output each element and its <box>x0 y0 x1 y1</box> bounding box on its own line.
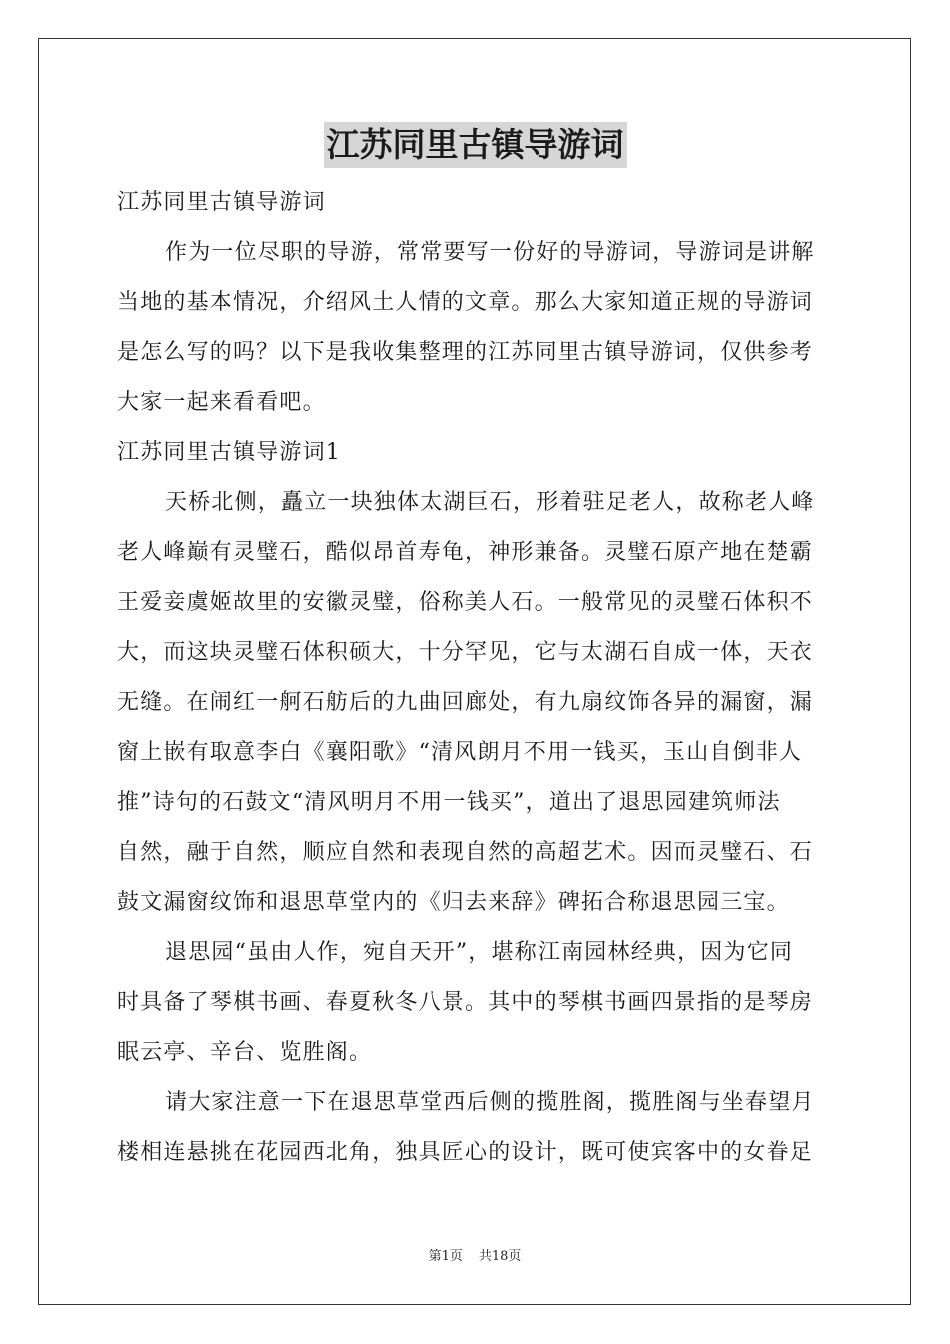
text-line: 江苏同里古镇导游词 <box>117 190 326 215</box>
text-line: 作为一位尽职的导游，常常要写一份好的导游词，导游词是讲解 <box>165 240 815 265</box>
text-line: 退思园“虽由人作，宛自天开”，堪称江南园林经典，因为它同 <box>165 940 794 965</box>
text-line: 楼相连悬挑在花园西北角，独具匠心的设计，既可使宾客中的女眷足 <box>117 1140 814 1165</box>
text-line: 王爱妾虞姬故里的安徽灵璧，俗称美人石。一般常见的灵璧石体积不 <box>117 590 814 615</box>
title-container <box>0 122 950 168</box>
text-line: 眠云亭、辛台、览胜阁。 <box>117 1040 373 1065</box>
text-line: 是怎么写的吗？以下是我收集整理的江苏同里古镇导游词，仅供参考 <box>117 340 814 365</box>
text-line: 江苏同里古镇导游词1 <box>117 440 341 465</box>
text-line: 鼓文漏窗纹饰和退思草堂内的《归去来辞》碑拓合称退思园三宝。 <box>117 890 790 915</box>
section-heading <box>117 178 833 228</box>
text-line: 请大家注意一下在退思草堂西后侧的揽胜阁，揽胜阁与坐春望月 <box>165 1090 815 1115</box>
section-heading <box>117 428 833 478</box>
text-line: 自然，融于自然，顺应自然和表现自然的高超艺术。因而灵璧石、石 <box>117 840 814 865</box>
text-line: 窗上嵌有取意李白《襄阳歌》“清风朗月不用一钱买，玉山自倒非人 <box>117 740 803 765</box>
text-line: 推”诗句的石鼓文“清风明月不用一钱买”，道出了退思园建筑师法 <box>117 790 781 815</box>
text-line: 大，而这块灵璧石体积硕大，十分罕见，它与太湖石自成一体，天衣 <box>117 640 814 665</box>
document-title: 江苏同里古镇导游词 <box>324 122 627 168</box>
text-line: 当地的基本情况，介绍风土人情的文章。那么大家知道正规的导游词 <box>117 290 814 315</box>
body-paragraph <box>117 228 833 428</box>
page-footer <box>0 1245 950 1264</box>
body-paragraph <box>117 478 833 928</box>
body-paragraph <box>117 928 833 1078</box>
document-body <box>117 178 833 1178</box>
page-number: 第1页 <box>428 1249 463 1264</box>
text-line: 老人峰巅有灵璧石，酷似昂首寿龟，神形兼备。灵璧石原产地在楚霸 <box>117 540 814 565</box>
text-line: 时具备了琴棋书画、春夏秋冬八景。其中的琴棋书画四景指的是琴房 <box>117 990 814 1015</box>
text-line: 天桥北侧，矗立一块独体太湖巨石，形着驻足老人，故称老人峰 <box>165 490 815 515</box>
text-line: 大家一起来看看吧。 <box>117 390 326 415</box>
text-line: 无缝。在闹红一舸石舫后的九曲回廊处，有九扇纹饰各异的漏窗，漏 <box>117 690 814 715</box>
body-paragraph <box>117 1078 833 1178</box>
page-total: 共18页 <box>478 1249 522 1264</box>
